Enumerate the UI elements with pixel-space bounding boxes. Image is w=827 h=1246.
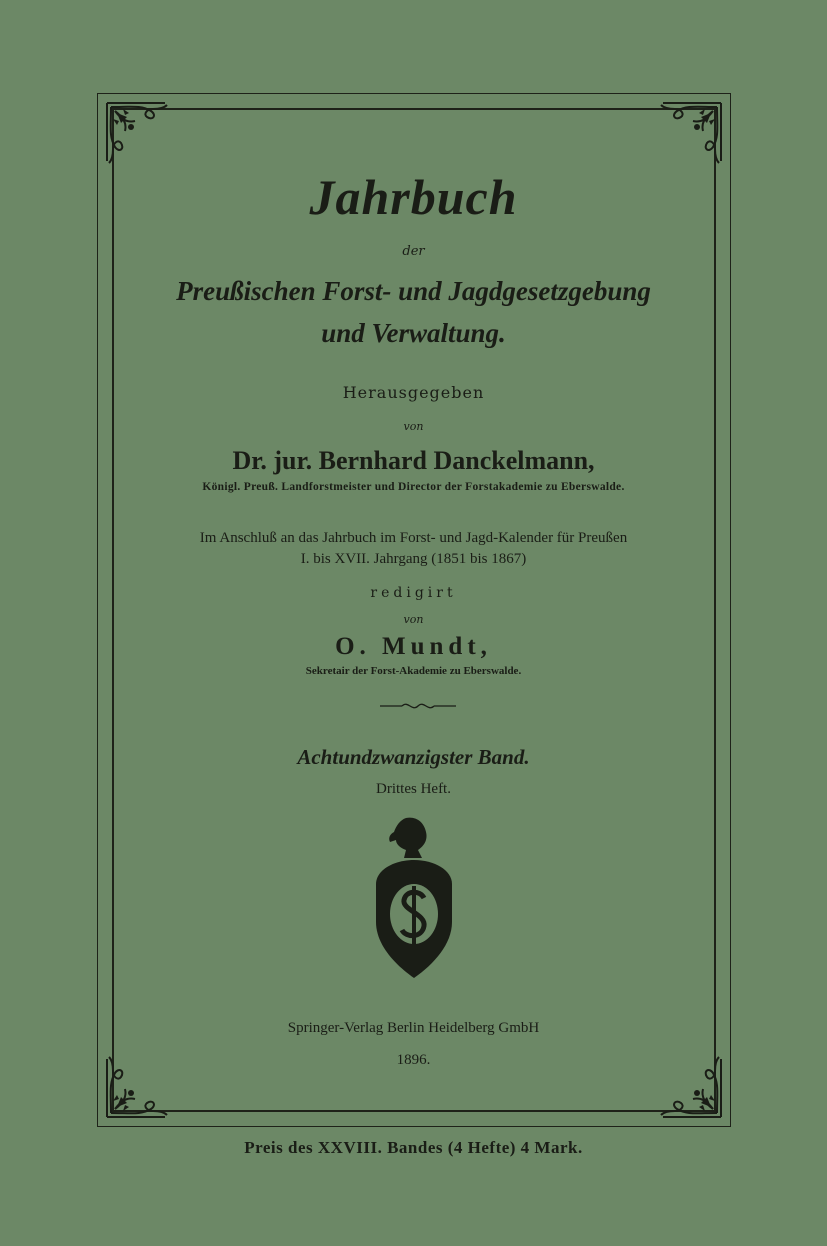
series-note-line-1: Im Anschluß an das Jahrbuch im Forst- und Jagd-Kalender für Preußen (199, 530, 628, 546)
corner-flourish-icon (657, 97, 727, 167)
subtitle-line-1: Preußischen Forst- und Jagdgesetzgebung (176, 276, 651, 306)
redacted-by-label: redigirt (370, 585, 457, 601)
series-note-line-2: I. bis XVII. Jahrgang (1851 bis 1867) (300, 551, 527, 567)
springer-knight-logo (366, 814, 462, 982)
edited-by-label: Herausgegeben (342, 383, 485, 402)
redactor-role: Sekretair der Forst-Akademie zu Eberswalde. (305, 665, 522, 677)
by-label: von (403, 420, 424, 433)
by-label-2: von (403, 613, 424, 626)
book-title: Jahrbuch (309, 169, 518, 225)
price-note: Preis des XXVIII. Bandes (4 Hefte) 4 Mark. (244, 1138, 583, 1157)
subtitle-line-2: und Verwaltung. (321, 318, 506, 348)
publication-year: 1896. (396, 1052, 431, 1068)
corner-flourish-icon (101, 97, 171, 167)
divider-ornament-icon (378, 698, 458, 714)
editor-name: Dr. jur. Bernhard Danckelmann, (232, 446, 595, 475)
title-connector: der (402, 244, 425, 259)
issue-label: Drittes Heft. (376, 781, 451, 797)
redactor-name: O. Mundt, (335, 633, 492, 660)
publisher-name: Springer-Verlag Berlin Heidelberg GmbH (287, 1020, 540, 1036)
editor-role: Königl. Preuß. Landforstmeister und Director der Forstakademie zu Eberswalde. (202, 481, 625, 493)
volume-label: Achtundzwanzigster Band. (297, 745, 530, 769)
